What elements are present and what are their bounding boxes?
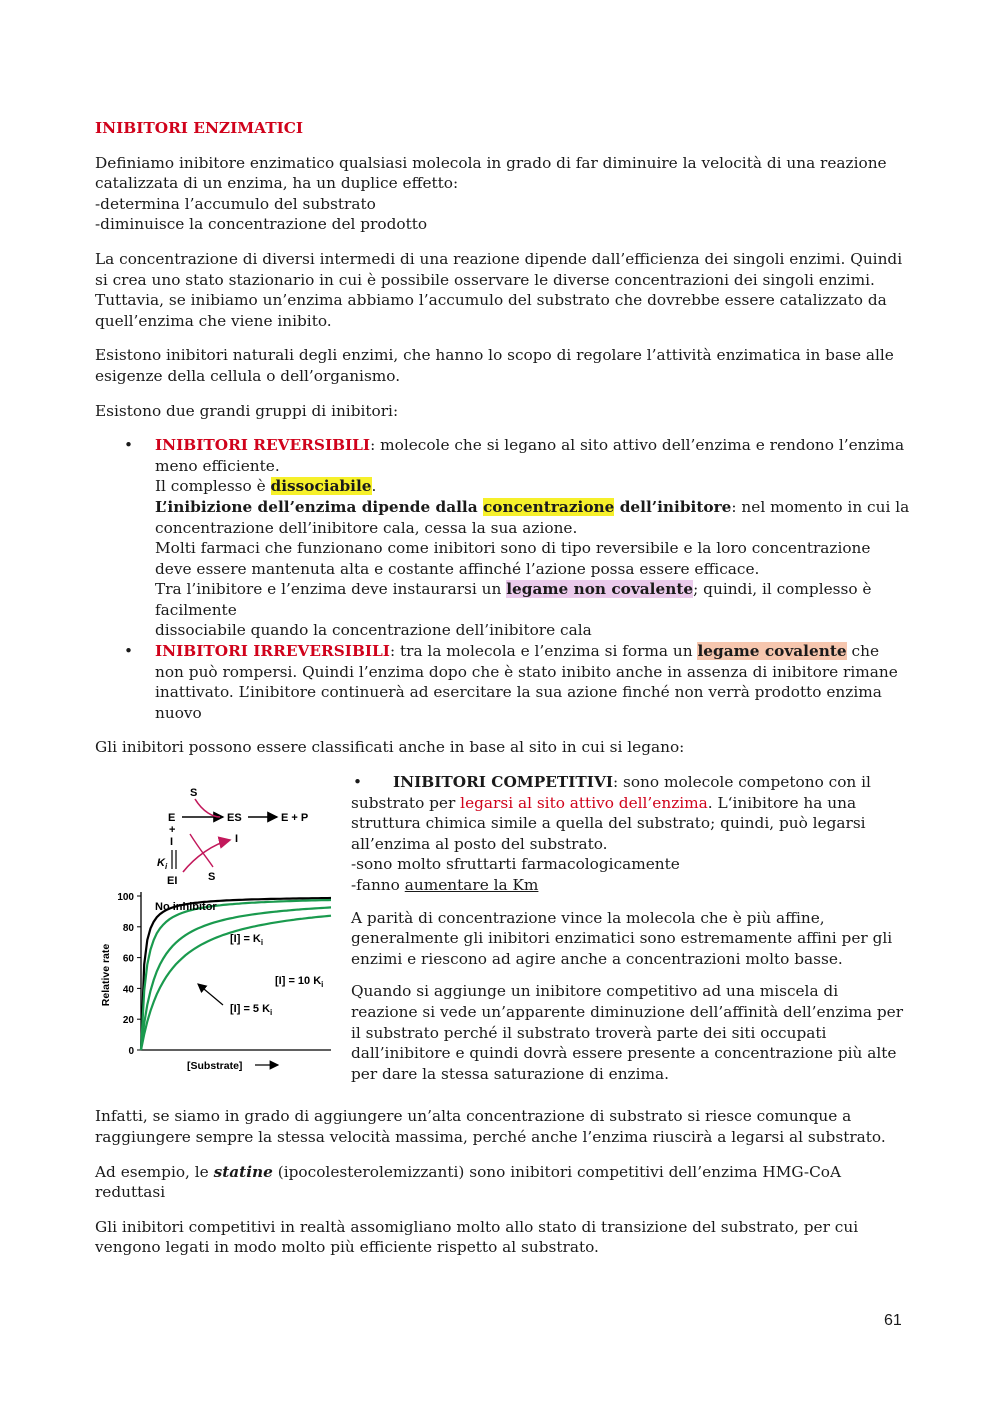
list-item-reversible xyxy=(95,435,910,641)
competitive-text-2: . L‘inibitore ha una struttura chimica simile a quella del substrato; quindi, può legarsi all’enzima al posto del substrato. xyxy=(351,793,866,853)
y-tick-label: 0 xyxy=(128,1046,134,1058)
competitive-line-1: -sono molto sfruttarti farmacologicamente xyxy=(351,855,680,874)
scheme-ep: E + P xyxy=(281,812,309,825)
substrate-binding-arrow xyxy=(195,799,220,817)
label-pointer-arrow xyxy=(198,984,223,1005)
irreversible-heading: INIBITORI IRREVERSIBILI xyxy=(155,642,390,661)
competitive-text-1: : sono molecole competono con il substrato per xyxy=(351,773,871,812)
reversible-text-8: dissociabile quando la concentrazione dell’inibitore cala xyxy=(155,621,592,640)
y-tick-label: 60 xyxy=(122,953,134,965)
paragraph-steady-state: La concentrazione di diversi intermedi di una reazione dipende dall’efficienza dei singoli enzimi. Quindi si crea uno stato stazionario in cui è possibile osservare le diverse concentrazioni dei singoli enzimi. Tuttavia, se inibiamo un’enzima abbiamo l’accumulo del substrato che dovrebbe essere catalizzato da quell’enzima che viene inibito. xyxy=(95,249,903,330)
reversible-text-3: . xyxy=(371,477,377,496)
competitive-heading: INIBITORI COMPETITIVI xyxy=(393,773,613,792)
y-axis-label: Relative rate xyxy=(100,943,112,1007)
reversible-bold-2: dell’inibitore xyxy=(614,497,732,516)
highlight-concentrazione: concentrazione xyxy=(482,497,615,516)
reversible-text-1: : molecole che si legano al sito attivo dell’enzima e rendono l’enzima meno efficiente. xyxy=(155,436,905,475)
page-number: 61 xyxy=(884,1312,902,1329)
competitive-bullet: • xyxy=(353,773,363,792)
document-page xyxy=(95,118,910,1272)
paragraph-natural-inhibitors: Esistono inibitori naturali degli enzimi, che hanno lo scopo di regolare l’attività enzimatica in base alle esigenze della cellula o dell’organismo. xyxy=(95,346,894,385)
irreversible-text-1: : tra la molecola e l’enzima si forma un xyxy=(389,642,698,661)
relative-rate-chart xyxy=(117,892,331,1057)
paragraph-transition-state: Gli inibitori competitivi in realtà assomigliano molto allo stato di transizione del substrato, per cui vengono legati in modo molto più efficiente rispetto al substrato. xyxy=(95,1217,859,1257)
irreversible-text-2: che non può rompersi. Quindi l’enzima dopo che è stato inibito anche in assenza di inibitore rimane inattivato. L’inibitore continuerà ad esercitare la sua azione finché non verrà prodotto enzima nuovo xyxy=(155,642,898,722)
statine-bold-italic: statine xyxy=(213,1162,273,1181)
list-item-irreversible xyxy=(95,641,910,723)
inhibitor-groups-list xyxy=(95,435,910,723)
reaction-scheme xyxy=(157,787,308,887)
section-title: INIBITORI ENZIMATICI xyxy=(95,119,304,137)
scheme-ei: EI xyxy=(167,875,178,888)
scheme-i-left: I xyxy=(170,836,174,849)
reversible-text-4: : nel momento in cui la concentrazione dell’inibitore cala, cessa la sua azione. xyxy=(155,497,910,537)
statine-text-c: (ipocolesterolemizzanti) sono inibitori competitivi dell’enzima HMG-CoA reduttasi xyxy=(95,1162,842,1202)
reversible-text-6: Tra l’inibitore e l’enzima deve instaurarsi un xyxy=(155,580,507,599)
competitive-paragraph-2: A parità di concentrazione vince la molecola che è più affine, generalmente gli inibitori enzimatici sono estremamente affini per gli enzimi e riescono ad agire anche a concentrazioni molto basse. xyxy=(351,908,893,968)
scheme-plus: + xyxy=(169,824,176,837)
scheme-es: ES xyxy=(227,812,242,825)
competitive-inhibition-figure xyxy=(95,772,350,1096)
statine-text-a: Ad esempio, le xyxy=(95,1162,214,1181)
reversible-bold-1: L’inibizione dell’enzima dipende dalla xyxy=(155,497,483,516)
reversible-text-5: Molti farmaci che funzionano come inibitori sono di tipo reversibile e la loro concentrazione deve essere mantenuta alta e costante affinché l’azione possa essere efficace. xyxy=(155,539,871,578)
competitive-paragraph-1 xyxy=(351,772,909,896)
competitive-section xyxy=(95,772,910,1096)
reversible-heading: INIBITORI REVERSIBILI xyxy=(155,436,371,455)
y-tick-label: 20 xyxy=(122,1015,134,1027)
label-i-10ki: [I] = 10 $K_i$ xyxy=(275,975,324,990)
paragraph-statine xyxy=(95,1162,910,1203)
substrate-release-arrow xyxy=(190,834,213,867)
y-tick-label: 40 xyxy=(122,984,134,996)
intro-line-3: -diminuisce la concentrazione del prodotto xyxy=(95,215,428,234)
intro-line-1: Definiamo inibitore enzimatico qualsiasi molecola in grado di far diminuire la velocità di una reazione catalizzata di un enzima, ha un duplice effetto: xyxy=(95,153,887,193)
competitive-text xyxy=(351,772,909,1096)
x-axis-label: [Substrate] xyxy=(187,1060,243,1073)
y-tick-label: 100 xyxy=(117,892,134,904)
paragraph-binding-site: Gli inibitori possono essere classificati anche in base al sito in cui si legano: xyxy=(95,738,685,757)
competitive-red-text: legarsi al sito attivo dell’enzima xyxy=(460,793,708,812)
highlight-legame-non-covalente: legame non covalente xyxy=(506,580,694,599)
reversible-text-2: Il complesso è xyxy=(155,477,271,496)
paragraph-two-groups: Esistono due grandi gruppi di inibitori: xyxy=(95,401,399,420)
highlight-legame-covalente: legame covalente xyxy=(697,642,847,661)
competitive-inhibition-svg xyxy=(95,772,350,1072)
y-tick-label: 80 xyxy=(122,922,134,934)
scheme-e: E xyxy=(168,812,176,825)
intro-paragraph xyxy=(95,153,910,235)
label-i-equals-ki: $[I] = K_i$ xyxy=(230,933,264,948)
highlight-dissociabile: dissociabile xyxy=(270,477,372,496)
inhibitor-binding-arrow xyxy=(183,840,230,872)
intro-line-2: -determina l’accumulo del substrato xyxy=(95,194,376,213)
competitive-line-2a: -fanno xyxy=(351,876,405,894)
reversible-text-7: ; quindi, il complesso è facilmente xyxy=(155,580,872,619)
paragraph-vmax: Infatti, se siamo in grado di aggiungere un’alta concentrazione di substrato si riesce comunque a raggiungere sempre la stessa velocità massima, perché anche l’enzima riuscirà a legarsi al substrato. xyxy=(95,1107,886,1146)
competitive-paragraph-3: Quando si aggiunge un inibitore competitivo ad una miscela di reazione si vede un’apparente diminuzione dell’affinità dell’enzima per il substrato perché il substrato troverà parte dei siti occupati dall’inibitore e quindi dovrà essere presente a concentrazione più alte per dare la stessa saturazione di enzima. xyxy=(351,982,904,1083)
scheme-s-top: S xyxy=(190,787,198,800)
scheme-s-bottom: S xyxy=(208,871,216,884)
competitive-underlined-km: aumentare la Km xyxy=(404,876,539,894)
label-no-inhibitor: No inhibitor xyxy=(155,901,217,914)
scheme-ki: $K_i$ xyxy=(157,857,168,872)
scheme-i-right: I xyxy=(235,833,239,846)
label-i-5ki: [I] = 5 $K_i$ xyxy=(230,1003,273,1018)
